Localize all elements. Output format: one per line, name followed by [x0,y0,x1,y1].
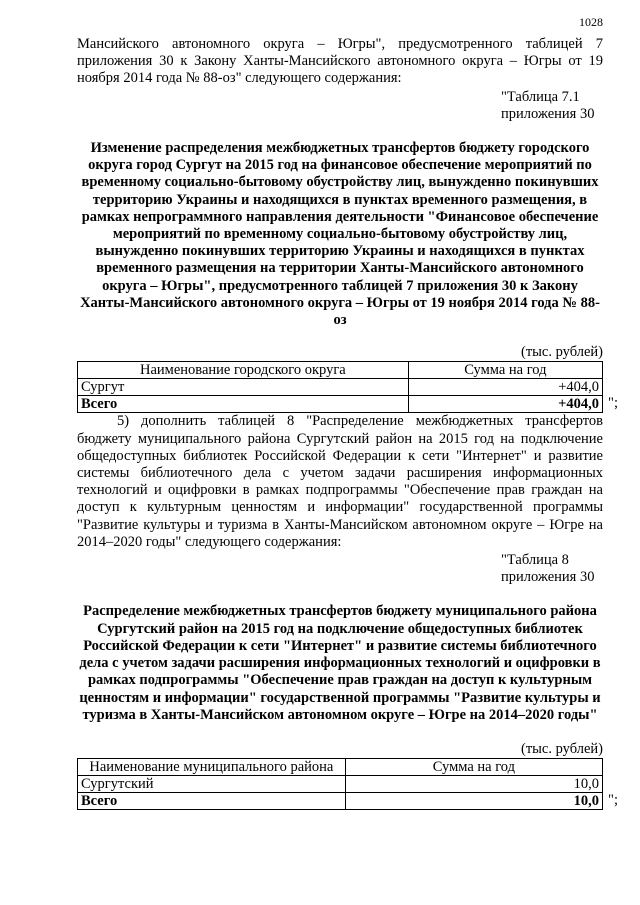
total-value: 10,0 [345,793,602,810]
table2-wrapper [77,758,618,810]
table1-reference-line2: приложения 30 [501,105,595,122]
table-header-row [78,759,603,776]
table1-wrapper [77,361,618,413]
table1-heading: Изменение распределения межбюджетных трансфертов бюджету городского округа город Сургут на 2015 год на финансовое обеспечение мероприятий по временному социально-бытовому обустройству лиц, вынужденно покинувших территорию Украины и находящихся в пунктах временного размещения, в рамках непрограммного направления деятельности "Финансовое обеспечение мероприятий по временному социально-бытовому обустройству лиц, вынужденно покинувших территорию Украины и находящихся в пунктах временного размещения на территории Ханты-Мансийского автономного округа – Югры", предусмотренного таблицей 7 приложения 30 к Закону Ханты-Мансийского автономного округа – Югры от 19 ноября 2014 года № 88-оз [80,140,600,329]
table-header-row [78,362,603,379]
column-header-district: Наименование муниципального района [78,759,346,776]
table-total-row [78,793,603,810]
table2-closing-quote: "; [608,791,618,808]
table2-unit: (тыс. рублей) [521,740,603,757]
row-value: +404,0 [408,379,602,396]
table2-heading: Распределение межбюджетных трансфертов бюджету муниципального района Сургутский район на 2015 год на подключение общедоступных библиотек Российской Федерации к сети "Интернет" и развитие системы библиотечного дела с учетом задачи расширения информационных технологий и оцифровки в рамках подпрограммы "Обеспечение прав граждан на доступ к культурным ценностям и информации" государственной программы "Развитие культуры и туризма в Ханты-Мансийском автономном округе – Югре на 2014–2020 годы" [79,603,601,723]
table-row [78,776,603,793]
intro-paragraph: Мансийского автономного округа – Югры", предусмотренного таблицей 7 приложения 30 к Закону Ханты-Мансийского автономного округа – Югры от 19 ноября 2014 года № 88-оз" следующего содержания: [77,36,603,87]
table-row [78,379,603,396]
page-number: 1028 [579,15,603,29]
table2-reference [501,552,603,586]
row-name: Сургут [78,379,409,396]
table-total-row [78,396,603,413]
row-name: Сургутский [78,776,346,793]
table1-reference-line1: "Таблица 7.1 [501,88,580,105]
table1 [77,361,603,413]
column-header-amount: Сумма на год [345,759,602,776]
table1-reference [501,89,603,123]
table1-closing-quote: "; [608,395,618,412]
table2-reference-line2: приложения 30 [501,569,595,586]
column-header-amount: Сумма на год [408,362,602,379]
column-header-district: Наименование городского округа [78,362,409,379]
document-page [77,14,618,810]
item5-paragraph: 5) дополнить таблицей 8 "Распределение межбюджетных трансфертов бюджету муниципального района Сургутский район на 2015 год на подключение общедоступных библиотек Российской Федерации к сети "Интернет" и развитие системы библиотечного дела с учетом задачи расширения информационных технологий и оцифровки в рамках подпрограммы "Обеспечение прав граждан на доступ к культурным ценностям и информации" государственной программы "Развитие культуры и туризма в Ханты-Мансийском автономном округе – Югре на 2014–2020 годы" следующего содержания: [77,413,603,550]
table1-unit: (тыс. рублей) [521,344,603,361]
total-label: Всего [78,793,346,810]
table2-reference-line1: "Таблица 8 [501,552,569,569]
total-label: Всего [78,396,409,413]
row-value: 10,0 [345,776,602,793]
table2 [77,758,603,810]
total-value: +404,0 [408,396,602,413]
